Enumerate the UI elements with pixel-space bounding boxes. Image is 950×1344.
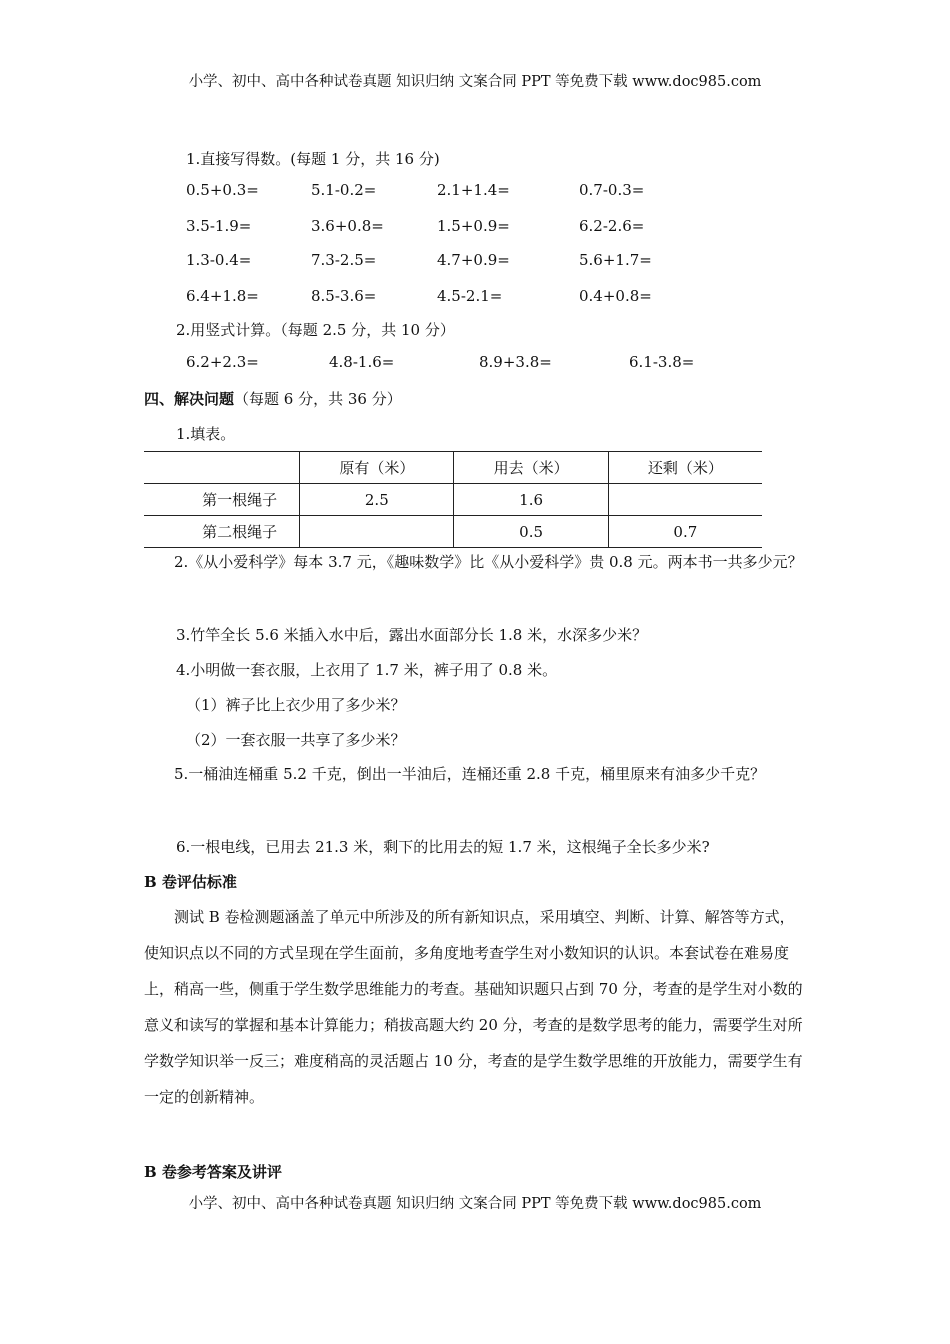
table-cell: 1.6 — [454, 484, 608, 516]
table-cell — [300, 516, 454, 548]
calc-item: 0.4+0.8= — [579, 287, 652, 305]
table-cell: 第一根绳子 — [144, 484, 300, 516]
calc-item: 4.8-1.6= — [329, 353, 395, 371]
problem-5: 5.一桶油连桶重 5.2 千克，倒出一半油后，连桶还重 2.8 千克，桶里原来有油多少千克？ — [174, 765, 766, 783]
table-cell: 第二根绳子 — [144, 516, 300, 548]
calc-item: 0.5+0.3= — [186, 181, 259, 199]
table-cell: 2.5 — [300, 484, 454, 516]
calc-item: 4.5-2.1= — [437, 287, 503, 305]
q1-title: 1.直接写得数。(每题 1 分，共 16 分) — [186, 150, 440, 168]
calc-item: 2.1+1.4= — [437, 181, 510, 199]
page-header: 小学、初中、高中各种试卷真题 知识归纳 文案合同 PPT 等免费下载 www.doc985.com — [188, 74, 762, 90]
calc-item: 8.9+3.8= — [479, 353, 552, 371]
calc-item: 7.3-2.5= — [311, 251, 377, 269]
calc-item: 6.4+1.8= — [186, 287, 259, 305]
table-row — [144, 484, 762, 516]
calc-item: 6.2-2.6= — [579, 217, 645, 235]
calc-item: 1.3-0.4= — [186, 251, 252, 269]
table-header-cell: 原有（米） — [300, 452, 454, 484]
criteria-title: B 卷评估标准 — [144, 873, 237, 891]
table-row — [144, 516, 762, 548]
calc-item: 8.5-3.6= — [311, 287, 377, 305]
problem-6: 6.一根电线，已用去 21.3 米，剩下的比用去的短 1.7 米，这根绳子全长多少米? — [176, 838, 710, 856]
calc-item: 3.5-1.9= — [186, 217, 252, 235]
calc-item: 4.7+0.9= — [437, 251, 510, 269]
section-score-note: （每题 6 分，共 36 分） — [234, 390, 402, 408]
table-header-cell: 用去（米） — [454, 452, 608, 484]
table-cell: 0.7 — [608, 516, 762, 548]
problem-4-part-2: （2）一套衣服一共享了多少米？ — [186, 731, 406, 749]
criteria-body: 测试 B 卷检测题涵盖了单元中所涉及的所有新知识点，采用填空、判断、计算、解答等方式，使知识点以不同的方式呈现在学生面前，多角度地考查学生对小数知识的认识。本套试卷在难易度上，稍高一些，侧重于学生数学思维能力的考查。基础知识题只占到 70 分，考查的是学生对小数的意义和读写的掌握和基本计算能力；稍拔高题大约 20 分，考查的是数学思考的能力，需要学生对所学数学知识举一反三；难度稍高的灵活题占 10 分，考查的是学生数学思维的开放能力，需要学生有一定的创新精神。 — [144, 908, 803, 1106]
table-header-cell: 还剩（米） — [608, 452, 762, 484]
section-heading — [144, 388, 402, 409]
calc-item: 0.7-0.3= — [579, 181, 645, 199]
table-cell — [608, 484, 762, 516]
section-title: 四、解决问题 — [144, 390, 235, 408]
problem-4-part-1: （1）裤子比上衣少用了多少米？ — [186, 696, 406, 714]
table-cell: 0.5 — [454, 516, 608, 548]
calc-item: 1.5+0.9= — [437, 217, 510, 235]
calc-item: 3.6+0.8= — [311, 217, 384, 235]
calc-item: 5.1-0.2= — [311, 181, 377, 199]
table-header-row — [144, 452, 762, 484]
problem-2: 2.《从小爱科学》每本 3.7 元，《趣味数学》比《从小爱科学》贵 0.8 元。两本书一共多少元？ — [174, 553, 803, 571]
page-footer: 小学、初中、高中各种试卷真题 知识归纳 文案合同 PPT 等免费下载 www.doc985.com — [188, 1196, 762, 1212]
table-header-cell — [144, 452, 300, 484]
fill-table — [144, 451, 762, 548]
answers-title: B 卷参考答案及讲评 — [144, 1163, 282, 1181]
calc-item: 5.6+1.7= — [579, 251, 652, 269]
problem-4: 4.小明做一套衣服，上衣用了 1.7 米，裤子用了 0.8 米。 — [176, 661, 558, 679]
problem-1-title: 1.填表。 — [176, 425, 236, 443]
q2-title: 2.用竖式计算。（每题 2.5 分，共 10 分） — [176, 321, 455, 339]
problem-3: 3.竹竿全长 5.6 米插入水中后，露出水面部分长 1.8 米，水深多少米？ — [176, 626, 648, 644]
calc-item: 6.2+2.3= — [186, 353, 259, 371]
calc-item: 6.1-3.8= — [629, 353, 695, 371]
